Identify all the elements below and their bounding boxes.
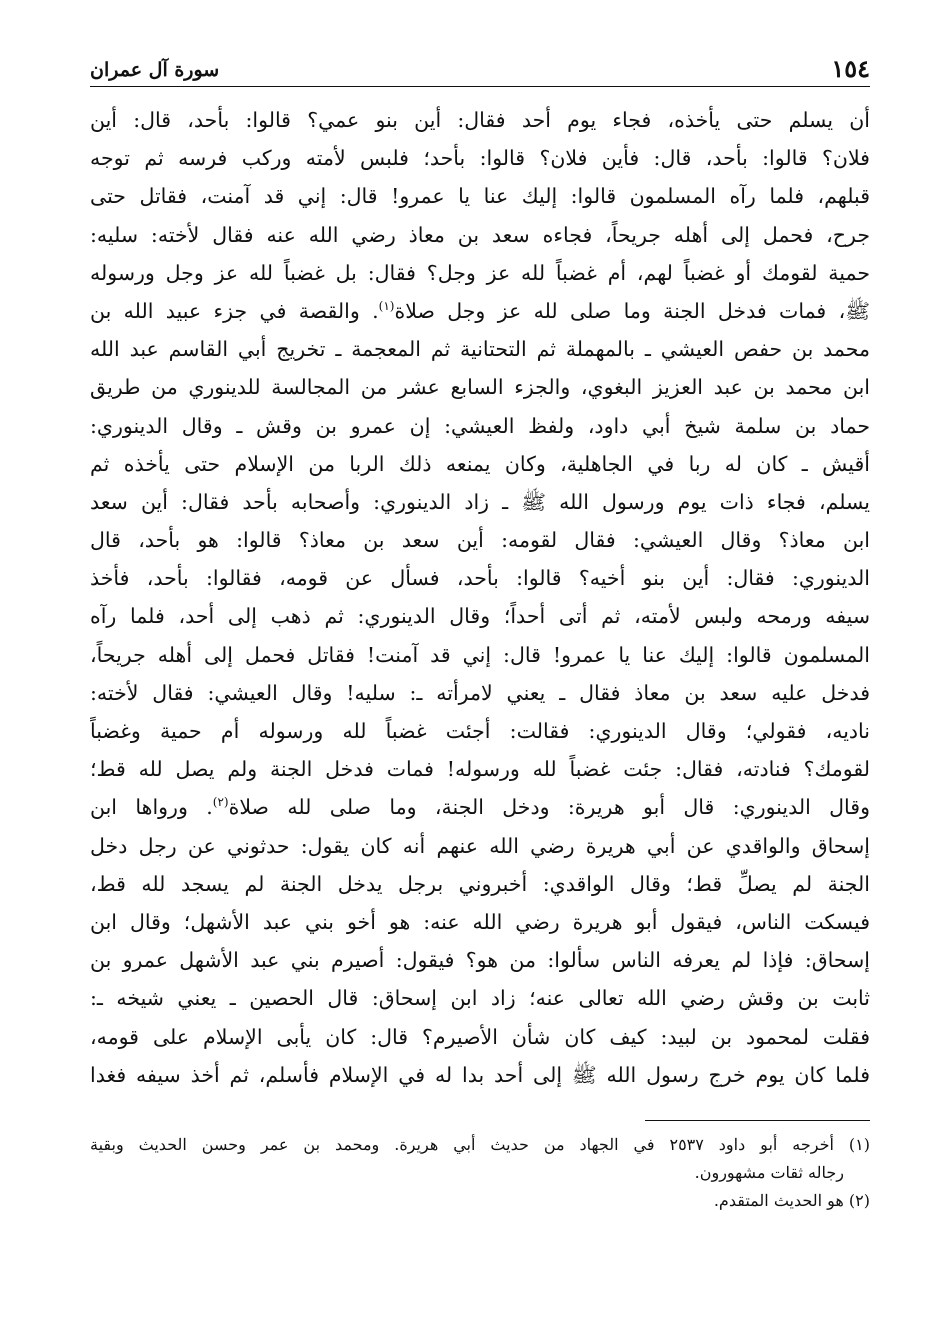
page-header [90,52,870,87]
text-line: فلان؟ قالوا: بأحد، قال: فأين فلان؟ قالوا: بأحد؛ فلبس لأمته وركب فرسه ثم توجه [90,146,870,171]
footnote-divider [645,1120,870,1121]
text-line: ابن معاذ؟ وقال العيشي: فقال لقومه: أين سعد بن معاذ؟ قالوا: هو بأحد، قال [90,528,870,553]
text-line: فلما كان يوم خرج رسول الله ﷺ إلى أحد بدا له في الإسلام فأسلم، ثم أخذ سيفه فغدا [90,1062,870,1087]
text-segment: وقال الدينوري: قال أبو هريرة: ودخل الجنة، وما صلى لله صلاة [228,795,870,820]
footnote-text: هو الحديث المتقدم. [713,1190,844,1210]
footnote-ref-2[interactable]: (٢) [212,795,229,810]
text-line: لقومك؟ فنادته، فقال: جئت غضباً لله ورسوله! فمات فدخل الجنة ولم يصل لله قط؛ [90,757,870,782]
text-line: المسلمون قالوا: إليك عنا يا عمرو! قال: إني قد آمنت! فقاتل فحمل إلى أهله جريحاً، [90,642,870,667]
text-line: فدخل عليه سعد بن معاذ فقال ـ يعني لامرأته ـ: سليه! وقال العيشي: فقال لأخته: [90,680,870,705]
text-line: ابن محمد بن عبد العزيز البغوي، والجزء السابع عشر من المجالسة للدينوري من طريق [90,375,870,400]
text-segment: . والقصة في جزء عبيد الله بن [90,298,379,323]
main-text [90,101,870,1094]
text-line: سيفه ورمحه ولبس لأمته، ثم أتى أحداً؛ وقال الدينوري: ثم ذهب إلى أحد، فلما رآه [90,604,870,629]
text-segment: ﷺ، فمات فدخل الجنة وما صلى لله عز وجل صلاة [394,298,870,323]
footnote-2 [90,1187,870,1215]
text-line: فيسكت الناس، فيقول أبو هريرة رضي الله عنه: هو أخو بني عبد الأشهل؛ وقال ابن [90,909,870,934]
footnote-1 [90,1131,870,1159]
page-number: ١٥٤ [831,54,870,83]
footnotes [90,1131,870,1215]
text-line: ثابت بن وقش رضي الله تعالى عنه؛ زاد ابن إسحاق: قال الحصين ـ يعني شيخه ـ: [90,986,870,1011]
text-line: يسلم، فجاء ذات يوم ورسول الله ﷺ ـ زاد الدينوري: وأصحابه بأحد فقال: أين سعد [90,489,870,514]
text-line: فقلت لمحمود بن لبيد: كيف كان شأن الأصيرم؟ قال: كان يأبى الإسلام على قومه، [90,1024,870,1049]
text-line: محمد بن حفص العيشي ـ بالمهملة ثم التحتانية ثم المعجمة ـ تخريج أبي القاسم عبد الله [90,337,870,362]
text-line: حماد بن سلمة شيخ أبي داود، ولفظ العيشي: إن عمرو بن وقش ـ وقال الدينوري: [90,413,870,438]
text-line: الدينوري: فقال: أين بنو أخيه؟ قالوا: بأحد، فسأل عن قومه، فقالوا: بأحد، فأخذ [90,566,870,591]
text-line: إسحاق والواقدي عن أبي هريرة رضي الله عنهم أنه كان يقول: حدثوني عن رجل دخل [90,833,870,858]
surah-title: سورة آل عمران [90,59,220,81]
text-line [90,292,870,330]
text-line: حمية لقومك أو غضباً لهم، أم غضباً لله عز وجل؟ فقال: بل غضباً لله عز وجل ورسوله [90,260,870,285]
text-line: جرح، فحمل إلى أهله جريحاً، فجاءه سعد بن معاذ رضي الله عنه فقال لأخته: سليه: [90,222,870,247]
text-segment: . ورواها ابن [90,795,213,820]
footnote-number: (٢) [848,1190,870,1210]
footnote-number: (١) [848,1134,870,1154]
text-line: إسحاق: فإذا لم يعرفه الناس سألوا: من هو؟ فيقول: أصيرم بني عبد الأشهل عمرو بن [90,948,870,973]
footnote-1-continued: رجاله ثقات مشهورون. [694,1162,844,1182]
text-line: أقيش ـ كان له ربا في الجاهلية، وكان يمنعه ذلك الربا من الإسلام حتى يأخذه ثم [90,451,870,476]
footnote-text: أخرجه أبو داود ٢٥٣٧ في الجهاد من حديث أبي هريرة. ومحمد بن عمر وحسن الحديث وبقية [90,1134,834,1154]
footnote-ref-1[interactable]: (١) [378,299,395,314]
text-line: ناديه، فقولي؛ وقال الدينوري: فقالت: أجئت غضباً لله ورسوله أم حمية وغضباً [90,719,870,743]
text-line [90,788,870,826]
text-line: أن يسلم حتى يأخذه، فجاء يوم أحد فقال: أين بنو عمي؟ قالوا: بأحد، قال: أين [90,108,870,132]
book-page [90,52,870,1215]
text-line: قبلهم، فلما رآه المسلمون قالوا: إليك عنا يا عمرو! قال: إني قد آمنت، فقاتل حتى [90,184,870,209]
text-line: الجنة لم يصلِّ قط؛ وقال الواقدي: أخبروني برجل يدخل الجنة لم يسجد لله قط، [90,871,870,896]
